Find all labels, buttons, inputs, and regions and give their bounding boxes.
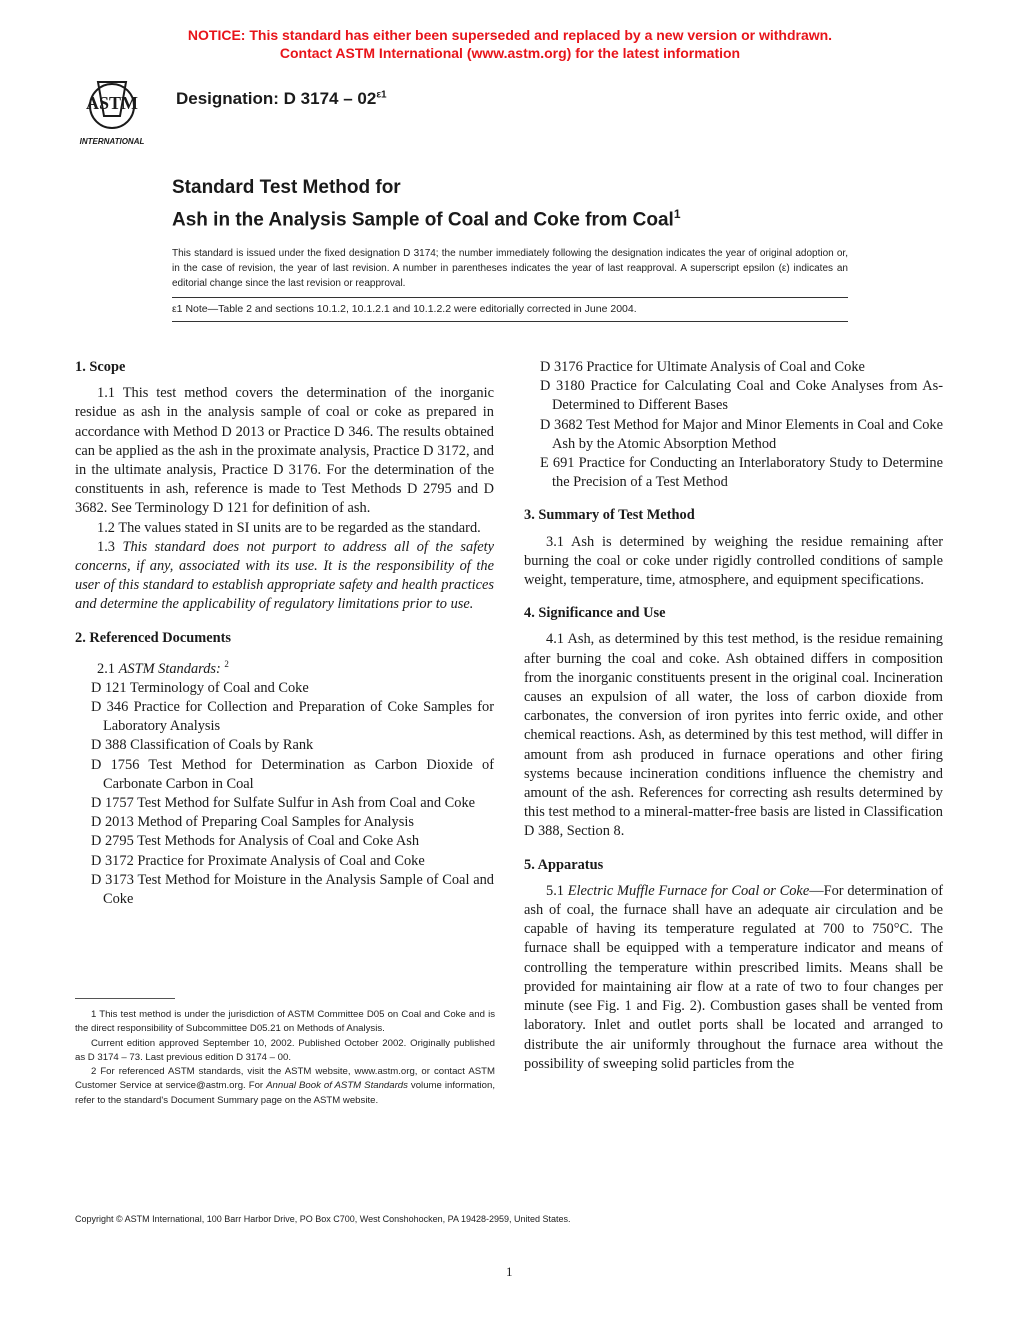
logo-letters: ASTM [85,93,139,113]
notice-line-2: Contact ASTM International (www.astm.org) for the latest information [279,45,741,61]
reference-item: D 3172 Practice for Proximate Analysis of Coal and Coke [91,852,425,869]
section-heading-scope: 1. Scope [75,359,126,375]
astm-logo [64,76,160,148]
footnotes [75,1008,495,1108]
paragraph-2-1: 2.1 ASTM Standards: $^2$ [97,658,229,677]
section-heading-summary: 3. Summary of Test Method [524,507,695,524]
reference-item: D 388 Classification of Coals by Rank [91,737,314,754]
section-heading-significance: 4. Significance and Use [524,605,666,622]
left-column [75,358,494,909]
issuance-statement: This standard is issued under the fixed designation D 3174; the number immediately following the designation indicates the year of original adoption or, in the case of revision, the year of last revision. A number in parentheses indicates the year of last reapproval. A superscript epsilon (ε) indicates an editorial change since the last revision or reapproval. [172,248,848,289]
title-line-1: Standard Test Method for [172,177,401,198]
footnote-1-edition: Current edition approved September 10, 2002. Published October 2002. Originally published as D 3174 – 73. Last previous edition D 3174 – 00. [75,1037,495,1063]
reference-item: D 3682 Test Method for Major and Minor Elements in Coal and Coke Ash by the Atomic Absorption Method [540,416,943,452]
reference-item: D 3180 Practice for Calculating Coal and Coke Analyses from As-Determined to Different Bases [540,378,943,414]
reference-item: D 3176 Practice for Ultimate Analysis of Coal and Coke [540,359,865,375]
paragraph-5-1: 5.1 Electric Muffle Furnace for Coal or Coke—For determination of ash of coal, the furnace shall have an adequate air circulation and be capable of having its temperature regulated at 700 to 750°C. The furnace shall be equipped with a temperature indicator and means of controlling the temperature within prescribed limits. Means shall be provided for maintaining air flow at a rate of two to four changes per minute (see Fig. 1 and Fig. 2). Combustion gases shall be vented from laboratory. Inlet and outlet ports shall be located and arranged to distribute the air uniformly throughout the furnace area without the possibility of sweeping solid particles from the [524,882,943,1072]
reference-item: D 3173 Test Method for Moisture in the Analysis Sample of Coal and Coke [91,871,494,908]
bottom-rule [172,321,848,322]
footnote-rule [75,998,175,999]
footnote-1: 1 This test method is under the jurisdiction of ASTM Committee D05 on Coal and Coke and is the direct responsibility of Subcommittee D05.21 on Methods of Analysis. [75,1009,495,1035]
footnote-2: 2 For referenced ASTM standards, visit the ASTM website, www.astm.org, or contact ASTM Customer Service at service@astm.org. For Annual Book of ASTM Standards volume information, refer to the standard's Document Summary page on the ASTM website. [75,1066,495,1106]
reference-item: D 346 Practice for Collection and Preparation of Coke Samples for Laboratory Analysis [91,699,494,735]
document-title [172,174,681,233]
right-column [524,358,943,1074]
reference-item: E 691 Practice for Conducting an Interlaboratory Study to Determine the Precision of a Test Method [540,455,943,491]
section-heading-apparatus: 5. Apparatus [524,856,604,873]
logo-subtext: INTERNATIONAL [79,137,145,146]
copyright: Copyright © ASTM International, 100 Barr Harbor Drive, PO Box C700, West Conshohocken, PA 19428-2959, United States. [75,1214,571,1224]
epsilon-note: ε1 Note—Table 2 and sections 10.1.2, 10.1.2.1 and 10.1.2.2 were editorially corrected in June 2004. [172,303,637,315]
reference-item: D 2795 Test Methods for Analysis of Coal and Coke Ash [91,833,420,850]
section-heading-referenced: 2. Referenced Documents [75,629,231,646]
designation-epsilon: ε1 [376,89,387,101]
title-line-2: Ash in the Analysis Sample of Coal and Coke from Coal$^1$ [172,207,681,231]
page-number: 1 [506,1264,513,1279]
reference-item: D 1757 Test Method for Sulfate Sulfur in Ash from Coal and Coke [91,795,476,812]
notice-line-1: NOTICE: This standard has either been superseded and replaced by a new version or withdrawn. [187,27,833,43]
reference-item: D 121 Terminology of Coal and Coke [91,679,309,696]
paragraph-1-3: 1.3 This standard does not purport to address all of the safety concerns, if any, associated with its use. It is the responsibility of the user of this standard to establish appropriate safety and health practices and determine the applicability of regulatory limitations prior to use. [75,538,494,613]
title-footnote-ref: 1 [673,207,681,221]
paragraph-1-1: 1.1 This test method covers the determination of the inorganic residue as ash in the analysis sample of coal or coke as prepared in accordance with Method D 2013 or Practice D 346. The results obtained can be applied as the ash in the proximate analysis, Practice D 3172, and in the ultimate analysis, Practice D 3176. For the determination of the constituents in ash, reference is made to Test Methods D 2795 and D 3682. See Terminology D 121 for definition of ash. [75,385,494,517]
withdrawal-notice [0,26,1020,62]
top-rule [172,297,848,298]
reference-list-right [524,358,943,492]
reference-item: D 1756 Test Method for Determination as Carbon Dioxide of Carbonate Carbon in Coal [91,756,494,792]
reference-item: D 2013 Method of Preparing Coal Samples for Analysis [91,814,414,831]
paragraph-1-2: 1.2 The values stated in SI units are to be regarded as the standard. [97,519,481,536]
paragraph-4-1: 4.1 Ash, as determined by this test method, is the residue remaining after burning the coal and coke. Ash obtained differs in composition from the inorganic constituents present in the original coal. Incineration causes an expulsion of all water, the loss of carbon dioxide from carbonates, the conversion of iron pyrites into ferric oxide, and other chemical reactions. Ash, as determined by this test method, will differ in amount from ash produced in furnace operations and other firing systems because incineration conditions influence the chemistry and amount of the ash. References for correcting ash results determined by this test method to a mineral-matter-free basis are listed in Classification D 388, Section 8. [524,631,943,840]
paragraph-3-1: 3.1 Ash is determined by weighing the residue remaining after burning the coal or coke under rigidly controlled conditions of sample weight, temperature, time, atmosphere, and equipment specifications. [524,533,943,589]
reference-list-left [75,679,494,909]
designation [176,89,387,109]
designation-label: Designation: D 3174 – 02 [176,89,377,108]
